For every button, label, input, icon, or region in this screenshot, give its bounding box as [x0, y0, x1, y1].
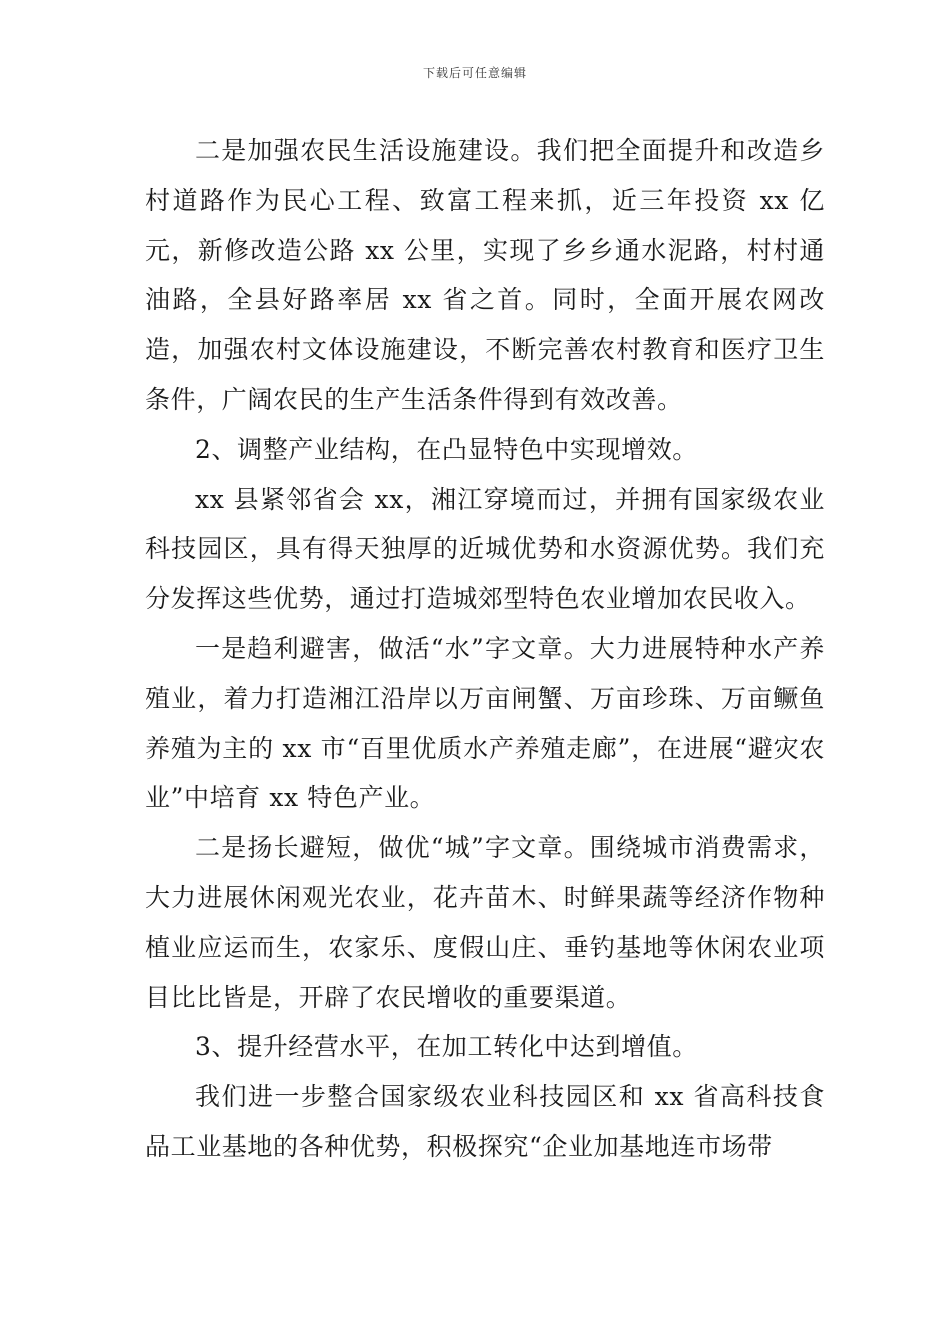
document-body	[145, 126, 825, 1172]
header-note: 下载后可任意编辑	[422, 66, 527, 80]
paragraph-county-advantages: xx 县紧邻省会 xx，湘江穿境而过，并拥有国家级农业科技园区，具有得天独厚的近城优势和水资源优势。我们充分发挥这些优势，通过打造城郊型特色农业增加农民收入。	[145, 484, 825, 614]
paragraph-city-article: 二是扬长避短，做优“城”字文章。围绕城市消费需求，大力进展休闲观光农业，花卉苗木、时鲜果蔬等经济作物种植业应运而生，农家乐、度假山庄、垂钓基地等休闲农业项目比比皆是，开辟了农民增收的重要渠道。	[145, 833, 825, 1012]
paragraph-living-facilities: 二是加强农民生活设施建设。我们把全面提升和改造乡村道路作为民心工程、致富工程来抓，近三年投资 xx 亿元，新修改造公路 xx 公里，实现了乡乡通水泥路，村村通油路，全县好路率居 xx 省之首。同时，全面开展农网改造，加强农村文体设施建设，不断完善农村教育和医疗卫生条件，广阔农民的生产生活条件得到有效改善。	[145, 136, 825, 414]
paragraph-integration: 我们进一步整合国家级农业科技园区和 xx 省高科技食品工业基地的各种优势，积极探究“企业加基地连市场带	[145, 1082, 825, 1161]
paragraph-water-article: 一是趋利避害，做活“水”字文章。大力进展特种水产养殖业，着力打造湘江沿岸以万亩闸蟹、万亩珍珠、万亩鳜鱼养殖为主的 xx 市“百里优质水产养殖走廊”，在进展“避灾农业”中培育 xx 特色产业。	[145, 633, 825, 813]
paragraph-heading-management-level: 3、提升经营水平，在加工转化中达到增值。	[195, 1032, 698, 1062]
paragraph-heading-industry-structure: 2、调整产业结构，在凸显特色中实现增效。	[195, 434, 698, 464]
